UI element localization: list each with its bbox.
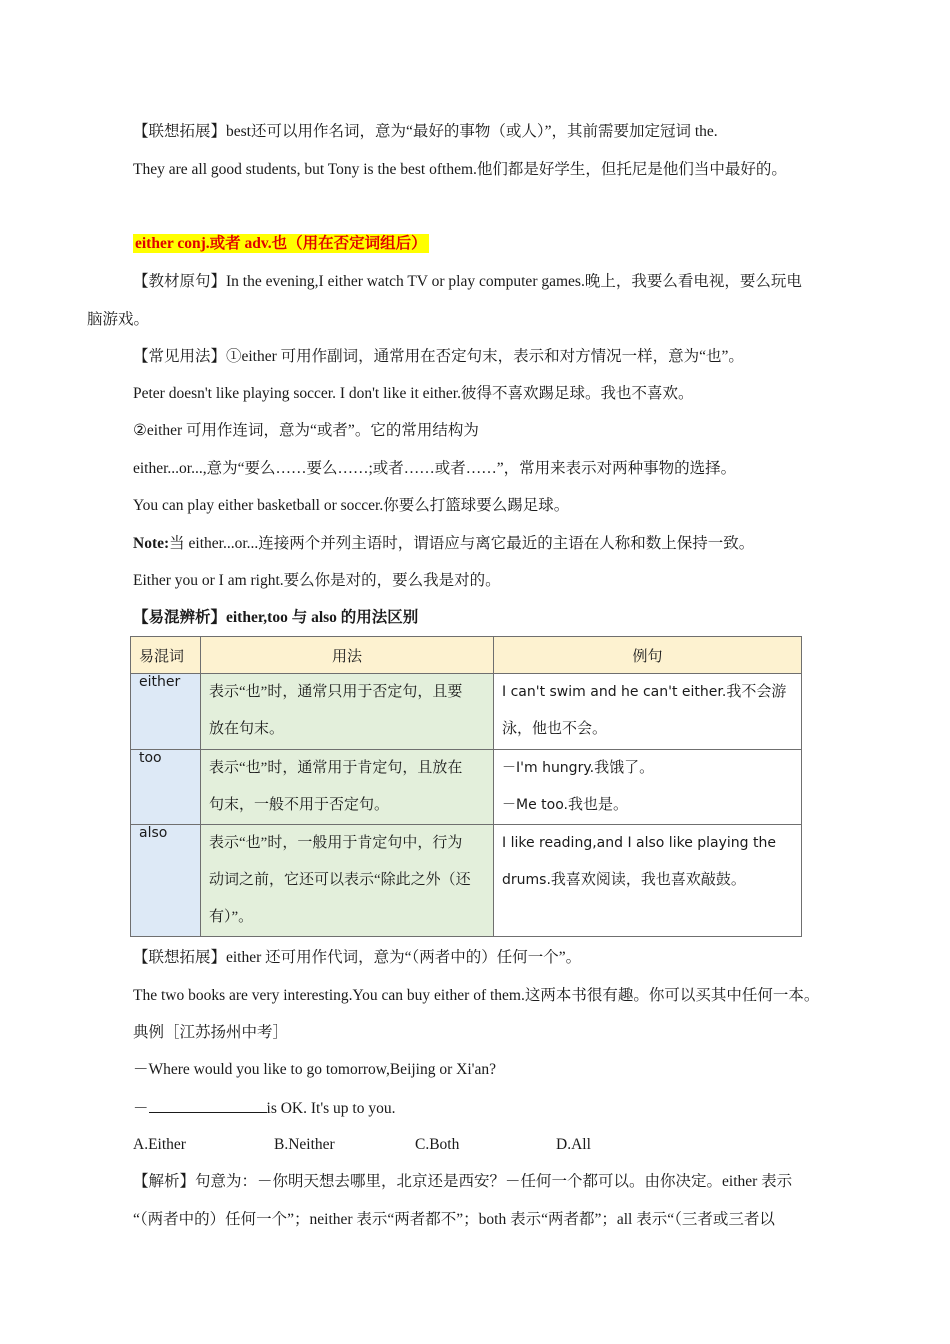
header-usage: 用法 bbox=[201, 637, 494, 674]
option-a: A.Either bbox=[133, 1136, 186, 1153]
example-en: drums. bbox=[502, 872, 551, 888]
paragraph-usage-conj-structure: either...or...,意为“要么……要么……;或者……或者……”，常用来表示对两种事物的选择。 bbox=[133, 460, 737, 477]
note-text: 当 either...or...连接两个并列主语时，谓语应与离它最近的主语在人称和数上保持一致。 bbox=[169, 535, 755, 552]
example-line bbox=[502, 674, 793, 711]
paragraph-textbook-sentence-cont: 脑游戏。 bbox=[87, 311, 150, 328]
example-cn: 我饿了。 bbox=[594, 760, 655, 776]
table-title: 【易混辨析】either,too 与 also 的用法区别 bbox=[133, 609, 419, 626]
example-en: －Me too. bbox=[502, 797, 568, 813]
row-example bbox=[494, 750, 802, 825]
question-suffix: is OK. It's up to you. bbox=[266, 1100, 396, 1117]
row-word: either bbox=[131, 674, 201, 750]
paragraph-best-example: They are all good students, but Tony is the best ofthem.他们都是好学生，但托尼是他们当中最好的。 bbox=[133, 161, 787, 178]
row-word: also bbox=[131, 825, 201, 937]
section-heading bbox=[133, 234, 429, 254]
option-d: D.All bbox=[556, 1136, 591, 1153]
paragraph-usage-adverb-example: Peter doesn't like playing soccer. I don't like it either.彼得不喜欢踢足球。我也不喜欢。 bbox=[133, 385, 694, 402]
row-example bbox=[494, 674, 802, 750]
usage-line: 动词之前，它还可以表示“除此之外（还 bbox=[209, 872, 471, 888]
row-example bbox=[494, 825, 802, 937]
usage-line: 有）”。 bbox=[209, 909, 254, 925]
answer-options bbox=[133, 1135, 697, 1155]
paragraph-exam-source: 典例［江苏扬州中考］ bbox=[133, 1024, 289, 1041]
table-row bbox=[131, 825, 802, 937]
row-usage bbox=[201, 825, 494, 937]
header-example: 例句 bbox=[494, 637, 802, 674]
paragraph-analysis-cont: “（两者中的）任何一个”；neither 表示“两者都不”；both 表示“两者都”；all 表示“（三者或三者以 bbox=[133, 1211, 775, 1228]
answer-blank bbox=[149, 1098, 267, 1113]
paragraph-best-noun: 【联想拓展】best还可以用作名词，意为“最好的事物（或人）”，其前需要加定冠词 the. bbox=[133, 123, 718, 140]
option-c: C.Both bbox=[415, 1136, 460, 1153]
option-b: B.Neither bbox=[274, 1136, 335, 1153]
paragraph-analysis: 【解析】句意为：－你明天想去哪里，北京还是西安？－任何一个都可以。由你决定。either 表示 bbox=[133, 1173, 793, 1190]
example-line bbox=[502, 862, 793, 899]
example-cn: 我也是。 bbox=[567, 797, 628, 813]
table-header-row bbox=[131, 637, 802, 674]
example-en: I can't swim and he can't either. bbox=[502, 684, 727, 700]
usage-line: 表示“也”时，一般用于肯定句中，行为 bbox=[209, 835, 463, 851]
row-usage bbox=[201, 750, 494, 825]
example-en: －I'm hungry. bbox=[502, 760, 595, 776]
row-word: too bbox=[131, 750, 201, 825]
paragraph-note-example: Either you or I am right.要么你是对的，要么我是对的。 bbox=[133, 572, 501, 589]
row-usage bbox=[201, 674, 494, 750]
usage-line: 放在句末。 bbox=[209, 721, 285, 737]
table-row bbox=[131, 750, 802, 825]
paragraph-note bbox=[133, 534, 754, 554]
comparison-table bbox=[130, 636, 802, 937]
question-line-2 bbox=[133, 1098, 395, 1119]
paragraph-either-pronoun: 【联想拓展】either 还可用作代词，意为“（两者中的）任何一个”。 bbox=[133, 949, 582, 966]
usage-line: 表示“也”时，通常用于肯定句，且放在 bbox=[209, 760, 463, 776]
paragraph-usage-adverb: 【常见用法】①either 可用作副词，通常用在否定句末，表示和对方情况一样，意为“也”。 bbox=[133, 348, 744, 365]
example-cn: 我喜欢阅读，我也喜欢敲鼓。 bbox=[550, 872, 746, 888]
example-line: 泳，他也不会。 bbox=[502, 721, 608, 737]
example-line bbox=[502, 750, 793, 787]
header-word: 易混词 bbox=[131, 637, 201, 674]
table-row bbox=[131, 674, 802, 750]
paragraph-either-pronoun-example: The two books are very interesting.You can buy either of them.这两本书很有趣。你可以买其中任何一本。 bbox=[133, 987, 820, 1004]
paragraph-usage-conj: ②either 可用作连词，意为“或者”。它的常用结构为 bbox=[133, 422, 479, 439]
question-line-1: －Where would you like to go tomorrow,Beijing or Xi'an? bbox=[133, 1061, 496, 1078]
example-cn: 我不会游 bbox=[726, 684, 787, 700]
dialogue-dash: － bbox=[133, 1100, 149, 1117]
usage-line: 句末，一般不用于否定句。 bbox=[209, 797, 390, 813]
example-line: I like reading,and I also like playing the bbox=[502, 835, 776, 851]
usage-line: 表示“也”时，通常只用于否定句，且要 bbox=[209, 684, 463, 700]
heading-highlight: either conj.或者 adv.也（用在否定词组后） bbox=[135, 235, 427, 252]
note-label: Note: bbox=[133, 535, 170, 552]
paragraph-usage-conj-example: You can play either basketball or soccer.你要么打篮球要么踢足球。 bbox=[133, 497, 570, 514]
example-line bbox=[502, 787, 793, 824]
paragraph-textbook-sentence: 【教材原句】In the evening,I either watch TV or play computer games.晚上，我要么看电视，要么玩电 bbox=[133, 273, 802, 290]
